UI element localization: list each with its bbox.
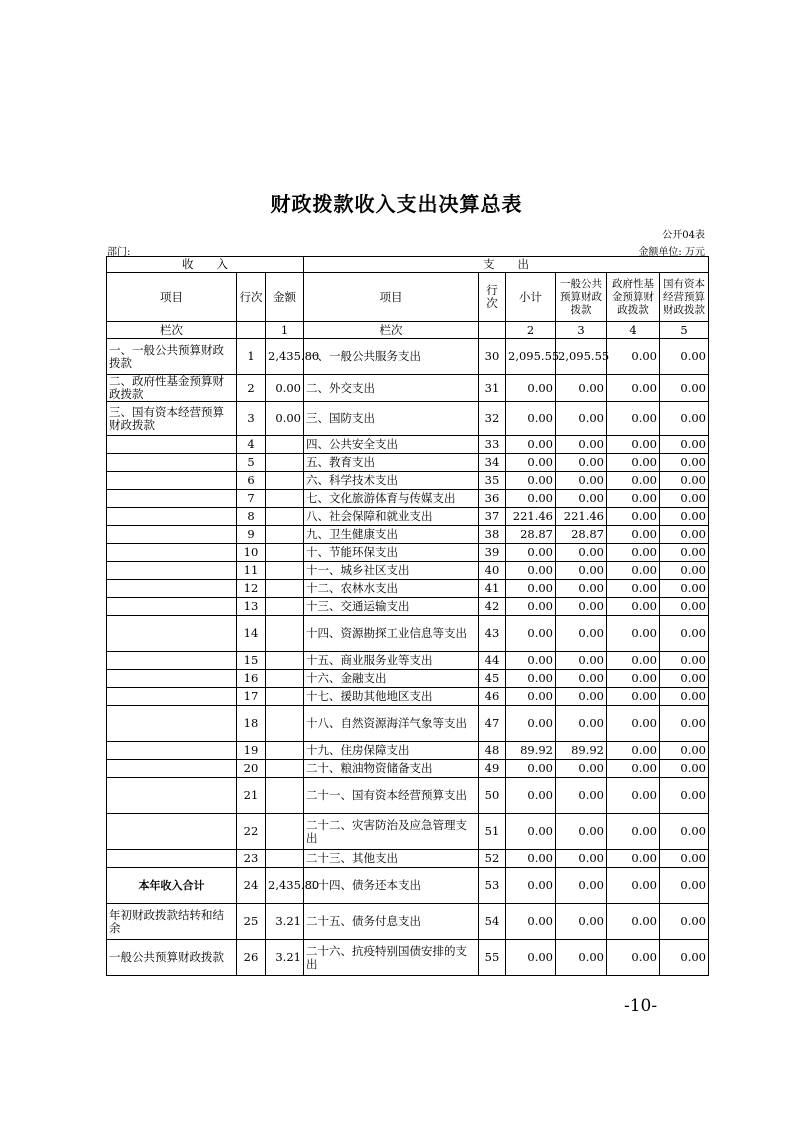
income-row-no: 15 — [237, 652, 266, 670]
general-budget-amount: 0.00 — [556, 688, 607, 706]
soe-budget-amount: 0.00 — [660, 472, 709, 490]
fund-budget-amount: 0.00 — [607, 742, 660, 760]
expense-subtotal: 0.00 — [506, 904, 556, 940]
general-budget-amount: 0.00 — [556, 652, 607, 670]
column-number-4: 4 — [607, 322, 660, 339]
income-amount: 2,435.80 — [266, 339, 304, 375]
general-budget-amount: 0.00 — [556, 490, 607, 508]
expense-subtotal: 0.00 — [506, 706, 556, 742]
expense-row-no: 48 — [479, 742, 506, 760]
income-row-no: 19 — [237, 742, 266, 760]
expense-subtotal: 0.00 — [506, 868, 556, 904]
income-amount — [266, 688, 304, 706]
expense-subtotal: 0.00 — [506, 454, 556, 472]
income-row-no-header: 行次 — [237, 273, 266, 322]
income-row-no: 7 — [237, 490, 266, 508]
income-item — [107, 580, 237, 598]
expense-subtotal: 0.00 — [506, 436, 556, 454]
expense-subtotal: 2,095.55 — [506, 339, 556, 375]
fund-budget-amount: 0.00 — [607, 760, 660, 778]
fund-budget-amount: 0.00 — [607, 940, 660, 976]
general-budget-amount: 0.00 — [556, 580, 607, 598]
income-row-no: 22 — [237, 814, 266, 850]
general-budget-amount: 0.00 — [556, 616, 607, 652]
income-item — [107, 544, 237, 562]
table-row — [107, 402, 709, 436]
income-amount — [266, 526, 304, 544]
expense-subtotal: 0.00 — [506, 375, 556, 402]
general-budget-amount: 0.00 — [556, 375, 607, 402]
expense-row-no: 49 — [479, 760, 506, 778]
income-amount — [266, 670, 304, 688]
income-amount — [266, 814, 304, 850]
table-row — [107, 850, 709, 868]
income-row-no: 17 — [237, 688, 266, 706]
expense-item: 十一、城乡社区支出 — [304, 562, 479, 580]
expense-subtotal: 0.00 — [506, 688, 556, 706]
income-item: 三、国有资本经营预算财政拨款 — [107, 402, 237, 436]
income-item — [107, 436, 237, 454]
soe-budget-amount: 0.00 — [660, 760, 709, 778]
income-row-no: 3 — [237, 402, 266, 436]
general-budget-amount: 0.00 — [556, 670, 607, 688]
column-number-3: 3 — [556, 322, 607, 339]
income-item-header: 项目 — [107, 273, 237, 322]
table-row — [107, 904, 709, 940]
soe-budget-amount: 0.00 — [660, 580, 709, 598]
fund-budget-amount: 0.00 — [607, 778, 660, 814]
income-item — [107, 562, 237, 580]
income-row-no: 16 — [237, 670, 266, 688]
expense-item: 七、文化旅游体育与传媒支出 — [304, 490, 479, 508]
fund-budget-amount: 0.00 — [607, 868, 660, 904]
table-row — [107, 562, 709, 580]
general-budget-header: 一般公共预算财政拨款 — [556, 273, 607, 322]
expense-item: 一、一般公共服务支出 — [304, 339, 479, 375]
expense-subtotal: 0.00 — [506, 778, 556, 814]
table-row — [107, 688, 709, 706]
income-item — [107, 652, 237, 670]
expense-item-header: 项目 — [304, 273, 479, 322]
expense-subtotal: 0.00 — [506, 598, 556, 616]
department-label: 部门: — [107, 247, 131, 258]
income-row-no: 14 — [237, 616, 266, 652]
income-amount — [266, 616, 304, 652]
soe-budget-amount: 0.00 — [660, 375, 709, 402]
general-budget-amount: 0.00 — [556, 562, 607, 580]
expense-row-no: 41 — [479, 580, 506, 598]
income-item — [107, 526, 237, 544]
general-budget-amount: 89.92 — [556, 742, 607, 760]
table-row — [107, 490, 709, 508]
fund-budget-amount: 0.00 — [607, 670, 660, 688]
income-row-no: 23 — [237, 850, 266, 868]
expense-item: 十、节能环保支出 — [304, 544, 479, 562]
income-item — [107, 508, 237, 526]
income-item: 一般公共预算财政拨款 — [107, 940, 237, 976]
expense-item: 二十二、灾害防治及应急管理支出 — [304, 814, 479, 850]
income-amount — [266, 778, 304, 814]
expense-item: 二十六、抗疫特别国债安排的支出 — [304, 940, 479, 976]
income-row-no: 10 — [237, 544, 266, 562]
column-number-2: 2 — [506, 322, 556, 339]
table-row — [107, 508, 709, 526]
income-item — [107, 778, 237, 814]
soe-budget-amount: 0.00 — [660, 778, 709, 814]
income-row-no: 13 — [237, 598, 266, 616]
fund-budget-amount: 0.00 — [607, 652, 660, 670]
soe-budget-amount: 0.00 — [660, 904, 709, 940]
income-row-no: 1 — [237, 339, 266, 375]
fund-budget-amount: 0.00 — [607, 580, 660, 598]
income-item — [107, 760, 237, 778]
income-item — [107, 490, 237, 508]
income-amount: 0.00 — [266, 375, 304, 402]
expense-subtotal: 28.87 — [506, 526, 556, 544]
income-amount: 3.21 — [266, 904, 304, 940]
expense-item: 五、教育支出 — [304, 454, 479, 472]
soe-budget-amount: 0.00 — [660, 402, 709, 436]
soe-budget-amount: 0.00 — [660, 652, 709, 670]
income-item — [107, 742, 237, 760]
income-row-no: 26 — [237, 940, 266, 976]
expense-row-no: 52 — [479, 850, 506, 868]
income-item: 二、政府性基金预算财政拨款 — [107, 375, 237, 402]
expense-subtotal: 0.00 — [506, 850, 556, 868]
income-amount — [266, 760, 304, 778]
fund-budget-amount: 0.00 — [607, 402, 660, 436]
general-budget-amount: 0.00 — [556, 402, 607, 436]
table-row — [107, 544, 709, 562]
table-row — [107, 742, 709, 760]
income-row-no: 25 — [237, 904, 266, 940]
table-row — [107, 778, 709, 814]
income-item — [107, 850, 237, 868]
fund-budget-amount: 0.00 — [607, 904, 660, 940]
expense-item: 二十四、债务还本支出 — [304, 868, 479, 904]
income-amount — [266, 850, 304, 868]
general-budget-amount: 0.00 — [556, 904, 607, 940]
soe-budget-amount: 0.00 — [660, 616, 709, 652]
soe-budget-amount: 0.00 — [660, 850, 709, 868]
income-item — [107, 598, 237, 616]
expense-row-no: 31 — [479, 375, 506, 402]
page-title: 财政拨款收入支出决算总表 — [270, 192, 523, 216]
expense-row-no: 32 — [479, 402, 506, 436]
income-item — [107, 706, 237, 742]
fund-budget-header: 政府性基金预算财政拨款 — [607, 273, 660, 322]
table-row — [107, 375, 709, 402]
empty-cell — [479, 322, 506, 339]
soe-budget-amount: 0.00 — [660, 742, 709, 760]
expense-item: 八、社会保障和就业支出 — [304, 508, 479, 526]
income-amount — [266, 544, 304, 562]
expense-item: 六、科学技术支出 — [304, 472, 479, 490]
income-item — [107, 454, 237, 472]
expense-row-no-header: 行次 — [479, 273, 506, 322]
table-row — [107, 580, 709, 598]
expense-row-no: 42 — [479, 598, 506, 616]
expense-item: 十九、住房保障支出 — [304, 742, 479, 760]
income-amount: 2,435.80 — [266, 868, 304, 904]
expense-item: 四、公共安全支出 — [304, 436, 479, 454]
fund-budget-amount: 0.00 — [607, 508, 660, 526]
soe-budget-amount: 0.00 — [660, 670, 709, 688]
table-row — [107, 526, 709, 544]
fund-budget-amount: 0.00 — [607, 706, 660, 742]
income-amount — [266, 580, 304, 598]
income-row-no: 5 — [237, 454, 266, 472]
fund-budget-amount: 0.00 — [607, 490, 660, 508]
expense-row-no: 37 — [479, 508, 506, 526]
expense-item: 十五、商业服务业等支出 — [304, 652, 479, 670]
income-row-no: 8 — [237, 508, 266, 526]
expense-item: 十二、农林水支出 — [304, 580, 479, 598]
column-number-5: 5 — [660, 322, 709, 339]
expense-row-no: 54 — [479, 904, 506, 940]
amount-unit: 金额单位: 万元 — [638, 247, 705, 258]
general-budget-amount: 221.46 — [556, 508, 607, 526]
income-row-no: 4 — [237, 436, 266, 454]
fund-budget-amount: 0.00 — [607, 526, 660, 544]
expense-row-no: 47 — [479, 706, 506, 742]
expense-subtotal: 89.92 — [506, 742, 556, 760]
table-row — [107, 814, 709, 850]
general-budget-amount: 0.00 — [556, 706, 607, 742]
income-row-no: 24 — [237, 868, 266, 904]
general-budget-amount: 0.00 — [556, 814, 607, 850]
income-item — [107, 814, 237, 850]
general-budget-amount: 0.00 — [556, 868, 607, 904]
expense-item: 二十五、债务付息支出 — [304, 904, 479, 940]
fund-budget-amount: 0.00 — [607, 454, 660, 472]
soe-budget-amount: 0.00 — [660, 868, 709, 904]
expense-subtotal: 0.00 — [506, 562, 556, 580]
income-row-no: 12 — [237, 580, 266, 598]
expense-row-no: 53 — [479, 868, 506, 904]
soe-budget-amount: 0.00 — [660, 562, 709, 580]
expense-subtotal: 0.00 — [506, 940, 556, 976]
general-budget-amount: 0.00 — [556, 760, 607, 778]
soe-budget-amount: 0.00 — [660, 508, 709, 526]
appropriation-table — [106, 256, 709, 976]
expense-row-no: 50 — [479, 778, 506, 814]
income-amount-header: 金额 — [266, 273, 304, 322]
subtotal-header: 小计 — [506, 273, 556, 322]
fund-budget-amount: 0.00 — [607, 375, 660, 402]
expense-row-no: 43 — [479, 616, 506, 652]
expense-item: 二十一、国有资本经营预算支出 — [304, 778, 479, 814]
expense-row-no: 34 — [479, 454, 506, 472]
expense-subtotal: 0.00 — [506, 472, 556, 490]
expense-row-no: 51 — [479, 814, 506, 850]
soe-budget-amount: 0.00 — [660, 339, 709, 375]
table-row — [107, 868, 709, 904]
table-row — [107, 598, 709, 616]
general-budget-amount: 0.00 — [556, 850, 607, 868]
general-budget-amount: 0.00 — [556, 472, 607, 490]
income-amount — [266, 742, 304, 760]
expense-item: 十四、资源勘探工业信息等支出 — [304, 616, 479, 652]
expense-subtotal: 0.00 — [506, 652, 556, 670]
expense-subtotal: 0.00 — [506, 616, 556, 652]
income-item — [107, 688, 237, 706]
income-row-no: 21 — [237, 778, 266, 814]
table-row — [107, 706, 709, 742]
soe-budget-amount: 0.00 — [660, 598, 709, 616]
income-item — [107, 670, 237, 688]
table-row — [107, 454, 709, 472]
soe-budget-amount: 0.00 — [660, 814, 709, 850]
expense-row-no: 44 — [479, 652, 506, 670]
income-amount: 0.00 — [266, 402, 304, 436]
table-row — [107, 940, 709, 976]
general-budget-amount: 0.00 — [556, 598, 607, 616]
column-label-expense: 栏次 — [304, 322, 479, 339]
soe-budget-amount: 0.00 — [660, 526, 709, 544]
expense-subtotal: 0.00 — [506, 544, 556, 562]
general-budget-amount: 28.87 — [556, 526, 607, 544]
expense-row-no: 45 — [479, 670, 506, 688]
table-row — [107, 339, 709, 375]
expense-row-no: 39 — [479, 544, 506, 562]
expense-row-no: 33 — [479, 436, 506, 454]
table-row — [107, 472, 709, 490]
expense-item: 二十三、其他支出 — [304, 850, 479, 868]
column-number-1: 1 — [266, 322, 304, 339]
income-row-no: 6 — [237, 472, 266, 490]
income-amount: 3.21 — [266, 940, 304, 976]
fund-budget-amount: 0.00 — [607, 616, 660, 652]
income-row-no: 20 — [237, 760, 266, 778]
income-amount — [266, 598, 304, 616]
soe-budget-amount: 0.00 — [660, 490, 709, 508]
column-label: 栏次 — [107, 322, 237, 339]
expense-row-no: 36 — [479, 490, 506, 508]
income-section-header: 收 入 — [107, 257, 304, 273]
income-item — [107, 616, 237, 652]
income-amount — [266, 562, 304, 580]
fund-budget-amount: 0.00 — [607, 850, 660, 868]
expense-subtotal: 0.00 — [506, 814, 556, 850]
fund-budget-amount: 0.00 — [607, 598, 660, 616]
fund-budget-amount: 0.00 — [607, 436, 660, 454]
expense-row-no: 30 — [479, 339, 506, 375]
fund-budget-amount: 0.00 — [607, 814, 660, 850]
table-row — [107, 436, 709, 454]
soe-budget-amount: 0.00 — [660, 544, 709, 562]
table-row — [107, 616, 709, 652]
expense-subtotal: 0.00 — [506, 670, 556, 688]
income-amount — [266, 508, 304, 526]
expense-row-no: 38 — [479, 526, 506, 544]
general-budget-amount: 0.00 — [556, 454, 607, 472]
expense-item: 十三、交通运输支出 — [304, 598, 479, 616]
general-budget-amount: 0.00 — [556, 940, 607, 976]
expense-item: 二、外交支出 — [304, 375, 479, 402]
expense-subtotal: 221.46 — [506, 508, 556, 526]
income-amount — [266, 454, 304, 472]
fund-budget-amount: 0.00 — [607, 688, 660, 706]
expense-item: 三、国防支出 — [304, 402, 479, 436]
general-budget-amount: 0.00 — [556, 436, 607, 454]
expense-subtotal: 0.00 — [506, 402, 556, 436]
expense-item: 十八、自然资源海洋气象等支出 — [304, 706, 479, 742]
income-amount — [266, 490, 304, 508]
expense-item: 十六、金融支出 — [304, 670, 479, 688]
general-budget-amount: 0.00 — [556, 544, 607, 562]
income-amount — [266, 652, 304, 670]
expense-row-no: 46 — [479, 688, 506, 706]
soe-budget-amount: 0.00 — [660, 454, 709, 472]
income-amount — [266, 436, 304, 454]
expense-row-no: 35 — [479, 472, 506, 490]
soe-budget-amount: 0.00 — [660, 688, 709, 706]
fund-budget-amount: 0.00 — [607, 544, 660, 562]
table-row — [107, 670, 709, 688]
expense-section-header: 支 出 — [304, 257, 709, 273]
soe-budget-amount: 0.00 — [660, 706, 709, 742]
general-budget-amount: 0.00 — [556, 778, 607, 814]
income-amount — [266, 472, 304, 490]
fund-budget-amount: 0.00 — [607, 339, 660, 375]
expense-subtotal: 0.00 — [506, 580, 556, 598]
income-item: 一、一般公共预算财政拨款 — [107, 339, 237, 375]
expense-subtotal: 0.00 — [506, 490, 556, 508]
income-amount — [266, 706, 304, 742]
soe-budget-amount: 0.00 — [660, 940, 709, 976]
fund-budget-amount: 0.00 — [607, 562, 660, 580]
expense-row-no: 40 — [479, 562, 506, 580]
income-item: 年初财政拨款结转和结余 — [107, 904, 237, 940]
expense-row-no: 55 — [479, 940, 506, 976]
income-item — [107, 472, 237, 490]
soe-budget-amount: 0.00 — [660, 436, 709, 454]
table-row — [107, 760, 709, 778]
income-row-no: 11 — [237, 562, 266, 580]
income-row-no: 2 — [237, 375, 266, 402]
empty-cell — [237, 322, 266, 339]
income-row-no: 18 — [237, 706, 266, 742]
general-budget-amount: 2,095.55 — [556, 339, 607, 375]
expense-item: 二十、粮油物资储备支出 — [304, 760, 479, 778]
table-row — [107, 652, 709, 670]
page-number: -10- — [624, 996, 658, 1016]
expense-item: 九、卫生健康支出 — [304, 526, 479, 544]
income-item: 本年收入合计 — [107, 868, 237, 904]
fund-budget-amount: 0.00 — [607, 472, 660, 490]
income-row-no: 9 — [237, 526, 266, 544]
expense-subtotal: 0.00 — [506, 760, 556, 778]
expense-item: 十七、援助其他地区支出 — [304, 688, 479, 706]
form-number: 公开04表 — [662, 230, 705, 241]
soe-budget-header: 国有资本经营预算财政拨款 — [660, 273, 709, 322]
